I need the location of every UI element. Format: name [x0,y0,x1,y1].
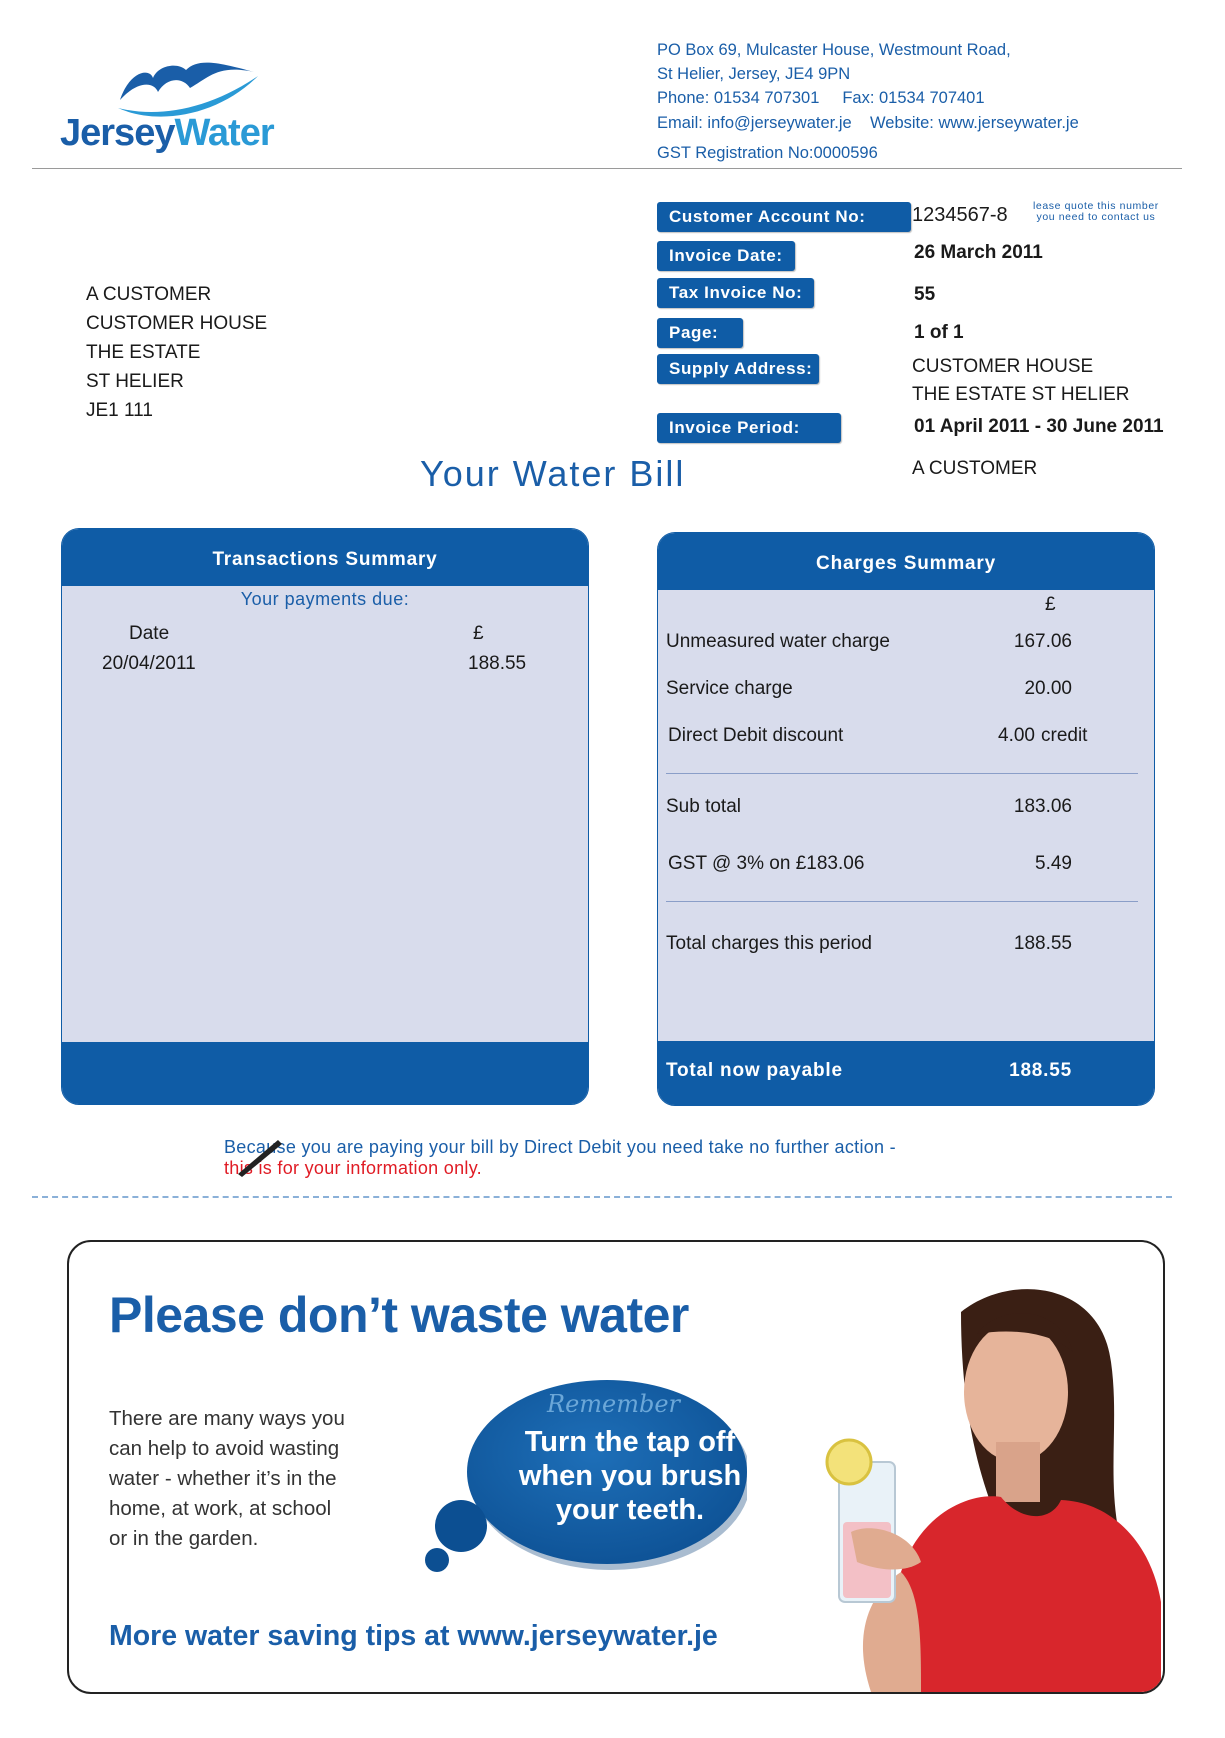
total-payable-amount: 188.55 [1009,1060,1072,1081]
credit-suffix: credit [1041,725,1088,746]
charge-row-subtotal [666,796,1154,820]
logo-word-jersey: Jersey [60,112,175,154]
bubble-line1: Turn the tap off [524,1426,736,1458]
header-divider [32,168,1182,169]
supply-address-line2: THE ESTATE ST HELIER [912,384,1130,405]
supply-address-line1: CUSTOMER HOUSE [912,356,1094,377]
tear-off-line [32,1196,1172,1198]
total-payable-bar [658,1041,1154,1105]
bubble-line3: your teeth. [555,1494,705,1526]
customer-address-line4: ST HELIER [86,371,184,392]
bill-title: Your Water Bill [420,453,686,494]
charge-row-service [666,678,1154,702]
transaction-amount: 188.55 [468,653,527,674]
account-holder-name: A CUSTOMER [912,458,1038,479]
promo-body-text [109,1404,409,1554]
charge-label: Service charge [666,678,793,699]
gst-registration: GST Registration No:0000596 [657,144,878,162]
customer-address-line2: CUSTOMER HOUSE [86,313,268,334]
tax-invoice-label: Tax Invoice No: [657,278,814,308]
charge-amount: 5.49 [1035,853,1072,874]
charges-divider [666,901,1138,902]
transaction-date: 20/04/2011 [102,653,196,674]
page-label: Page: [657,318,743,348]
logo-wordmark [60,112,274,155]
logo-word-water: Water [174,112,274,154]
promo-body-line: water - whether it’s in the [109,1467,337,1490]
charge-amount: 20.00 [1024,678,1072,699]
promo-body-line: can help to avoid wasting [109,1437,340,1460]
charge-row-total [666,933,1154,957]
charge-label: Sub total [666,796,741,817]
bubble-script-remember: Remember [547,1390,681,1418]
date-column-header: Date [129,623,170,644]
invoice-date-label: Invoice Date: [657,241,795,271]
invoice-date-value: 26 March 2011 [914,242,1043,263]
transactions-summary-heading: Transactions Summary [62,529,588,586]
charges-currency-header: £ [1045,594,1056,615]
direct-debit-info-note: this is for your information only. [224,1158,482,1178]
bubble-line2: when you brush [518,1460,742,1492]
promo-body-line: or in the garden. [109,1527,259,1550]
tax-invoice-value: 55 [914,284,936,305]
company-address-line2: St Helier, Jersey, JE4 9PN [657,65,851,83]
charge-label: Total charges this period [666,933,872,954]
payments-due-subheading: Your payments due: [240,589,410,609]
promo-body-line: home, at work, at school [109,1497,332,1520]
customer-address-line5: JE1 111 [86,400,153,421]
pen-stroke-icon [236,1120,296,1180]
charge-row-gst [666,853,1154,877]
charge-label: GST @ 3% on £183.06 [668,853,865,874]
promo-website-link[interactable]: More water saving tips at www.jerseywater.je [109,1620,718,1652]
company-address-line1: PO Box 69, Mulcaster House, Westmount Road, [657,41,1011,59]
water-saving-promo [67,1240,1165,1694]
invoice-period-value: 01 April 2011 - 30 June 2011 [914,416,1164,437]
supply-address-label: Supply Address: [657,354,819,384]
charge-row-discount [666,725,1154,749]
customer-address-line3: THE ESTATE [86,342,201,363]
charge-amount: 4.00 [998,725,1035,746]
quote-number-note [1033,201,1159,223]
charges-divider [666,773,1138,774]
promo-headline: Please don’t waste water [109,1287,689,1343]
invoice-period-label: Invoice Period: [657,413,841,443]
account-number-value: 1234567-8 [912,204,1008,226]
account-number-label: Customer Account No: [657,202,911,232]
company-phone-fax: Phone: 01534 707301 Fax: 01534 707401 [657,89,985,107]
quote-note-line1: lease quote this number [1033,200,1159,212]
quote-note-line2: you need to contact us [1036,211,1156,223]
customer-address-line1: A CUSTOMER [86,284,212,305]
direct-debit-note: Because you are paying your bill by Direct Debit you need take no further action - [224,1137,896,1157]
charge-row-unmeasured [666,631,1154,655]
total-payable-label: Total now payable [666,1060,843,1081]
charge-amount: 188.55 [1013,933,1072,954]
charges-summary-heading: Charges Summary [658,533,1154,590]
charge-label: Direct Debit discount [668,725,844,746]
charge-amount: 167.06 [1013,631,1072,652]
transactions-summary-panel [61,528,589,1105]
amount-column-header: £ [473,623,484,644]
page-value: 1 of 1 [914,322,964,343]
company-email-website: Email: info@jerseywater.je Website: www.jerseywater.je [657,114,1079,132]
transactions-footer-bar [62,1042,588,1104]
charges-summary-panel [657,532,1155,1106]
woman-drinking-water-photo [811,1272,1161,1692]
promo-body-line: There are many ways you [109,1407,345,1430]
charge-amount: 183.06 [1013,796,1072,817]
charge-label: Unmeasured water charge [666,631,890,652]
